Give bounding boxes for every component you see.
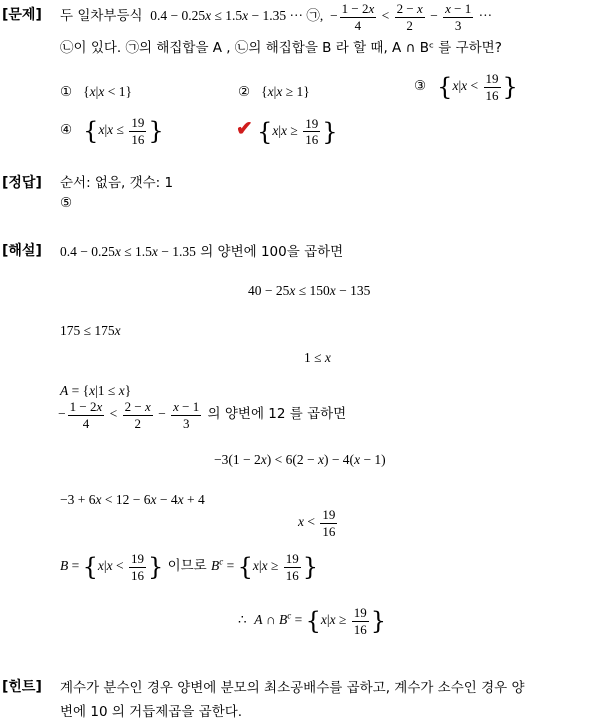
solution-line-11: ∴ A ∩ $B^c = \{x|x$ ≥ $\frac{19}{16}$ } [238, 605, 387, 637]
therefore-symbol: ∴ [238, 612, 247, 628]
hint-line-2: 변에 10 의 거듭제곱을 곱한다. [60, 704, 243, 720]
choice-3[interactable] [414, 72, 518, 102]
problem-tag: [문제] [2, 7, 42, 23]
solution-line-6-text: 의 양변에 12 를 곱하면 [207, 406, 347, 423]
choice-1-text: {x|x < 1} [76, 84, 132, 99]
solution-line-7: −3(1 − 2x) < 6(2 − x) − 4(x − 1) [214, 452, 386, 467]
solution-line-1-text: 의 양변에 100을 곱하면 [200, 244, 344, 260]
solution-line-8: −3 + 6x < 12 − 6x − 4x + 4 [60, 492, 205, 507]
problem-question: 이 있다. ㉠의 해집합을 A , ㉡의 해집합을 B 라 할 때, A ∩ Bᶜ 를 구하면? [73, 40, 502, 56]
hint-line-1: 계수가 분수인 경우 양변에 분모의 최소공배수를 곱하고, 계수가 소수인 경우 양 [60, 680, 525, 696]
inequality-1: 0.4 − 0.25x ≤ 1.5x − 1.35 ··· ㉠, − $\frac{1 - 2x}{4}$ < $\frac{2 - x}{2}$ − $\frac{x - 1}{3}$ ··· [146, 1, 493, 33]
solution-line-10: B = {x|x < $\frac{19}{16}$ } 이므로 $B^c = \{x|x$ ≥ $\frac{19}{16}$ } [60, 551, 319, 583]
choice-2[interactable] [238, 84, 310, 100]
solution-line-5: A = {x|1 ≤ x} [60, 383, 132, 398]
solution-line-6: − $\frac{1 - 2x}{4}$ < $\frac{2 - x}{2}$ − $\frac{x - 1}{3}$ 의 양변에 12 를 곱하면 [58, 399, 347, 431]
choice-1-number: ① [60, 84, 73, 100]
choice-2-number: ② [238, 84, 251, 100]
problem-line-1 [60, 2, 492, 32]
solution-line-9: x < $\frac{19}{16}$ [298, 507, 336, 539]
solution-line-2: 40 − 25x ≤ 150x − 135 [248, 283, 371, 298]
choice-2-text: {x|x ≥ 1} [254, 84, 310, 99]
solution-line-3: 175 ≤ 175x [60, 323, 121, 338]
answer-meta: 순서: 없음, 갯수: 1 [60, 175, 174, 191]
choice-4[interactable] [60, 116, 164, 146]
answer-value: ⑤ [60, 195, 73, 211]
solution-line-10-text: 이므로 [167, 558, 207, 575]
solution-line-4: 1 ≤ x [304, 350, 331, 365]
choice-5[interactable] [236, 116, 338, 147]
choice-3-number: ③ [414, 78, 427, 95]
checkmark-icon: ✔ [236, 116, 253, 140]
choice-5-text: {x|x ≥ $\frac{19}{16}$ } [257, 115, 338, 148]
choice-4-number: ④ [60, 122, 73, 139]
choice-1[interactable] [60, 84, 132, 100]
solution-line-1: 0.4 − 0.25x ≤ 1.5x − 1.35 의 양변에 100을 곱하면 [60, 244, 344, 260]
circled-2-symbol: ㉡ [60, 40, 74, 56]
choice-4-text: {x|x ≤ $\frac{19}{16}$ } [83, 115, 164, 147]
problem-intro: 두 일차부등식 [60, 8, 143, 25]
choice-3-text: {x|x < $\frac{19}{16}$ } [437, 71, 518, 103]
hint-tag: [힌트] [2, 679, 42, 695]
answer-tag: [정답] [2, 175, 42, 191]
solution-tag: [해설] [2, 243, 42, 259]
problem-line-2 [60, 36, 502, 56]
